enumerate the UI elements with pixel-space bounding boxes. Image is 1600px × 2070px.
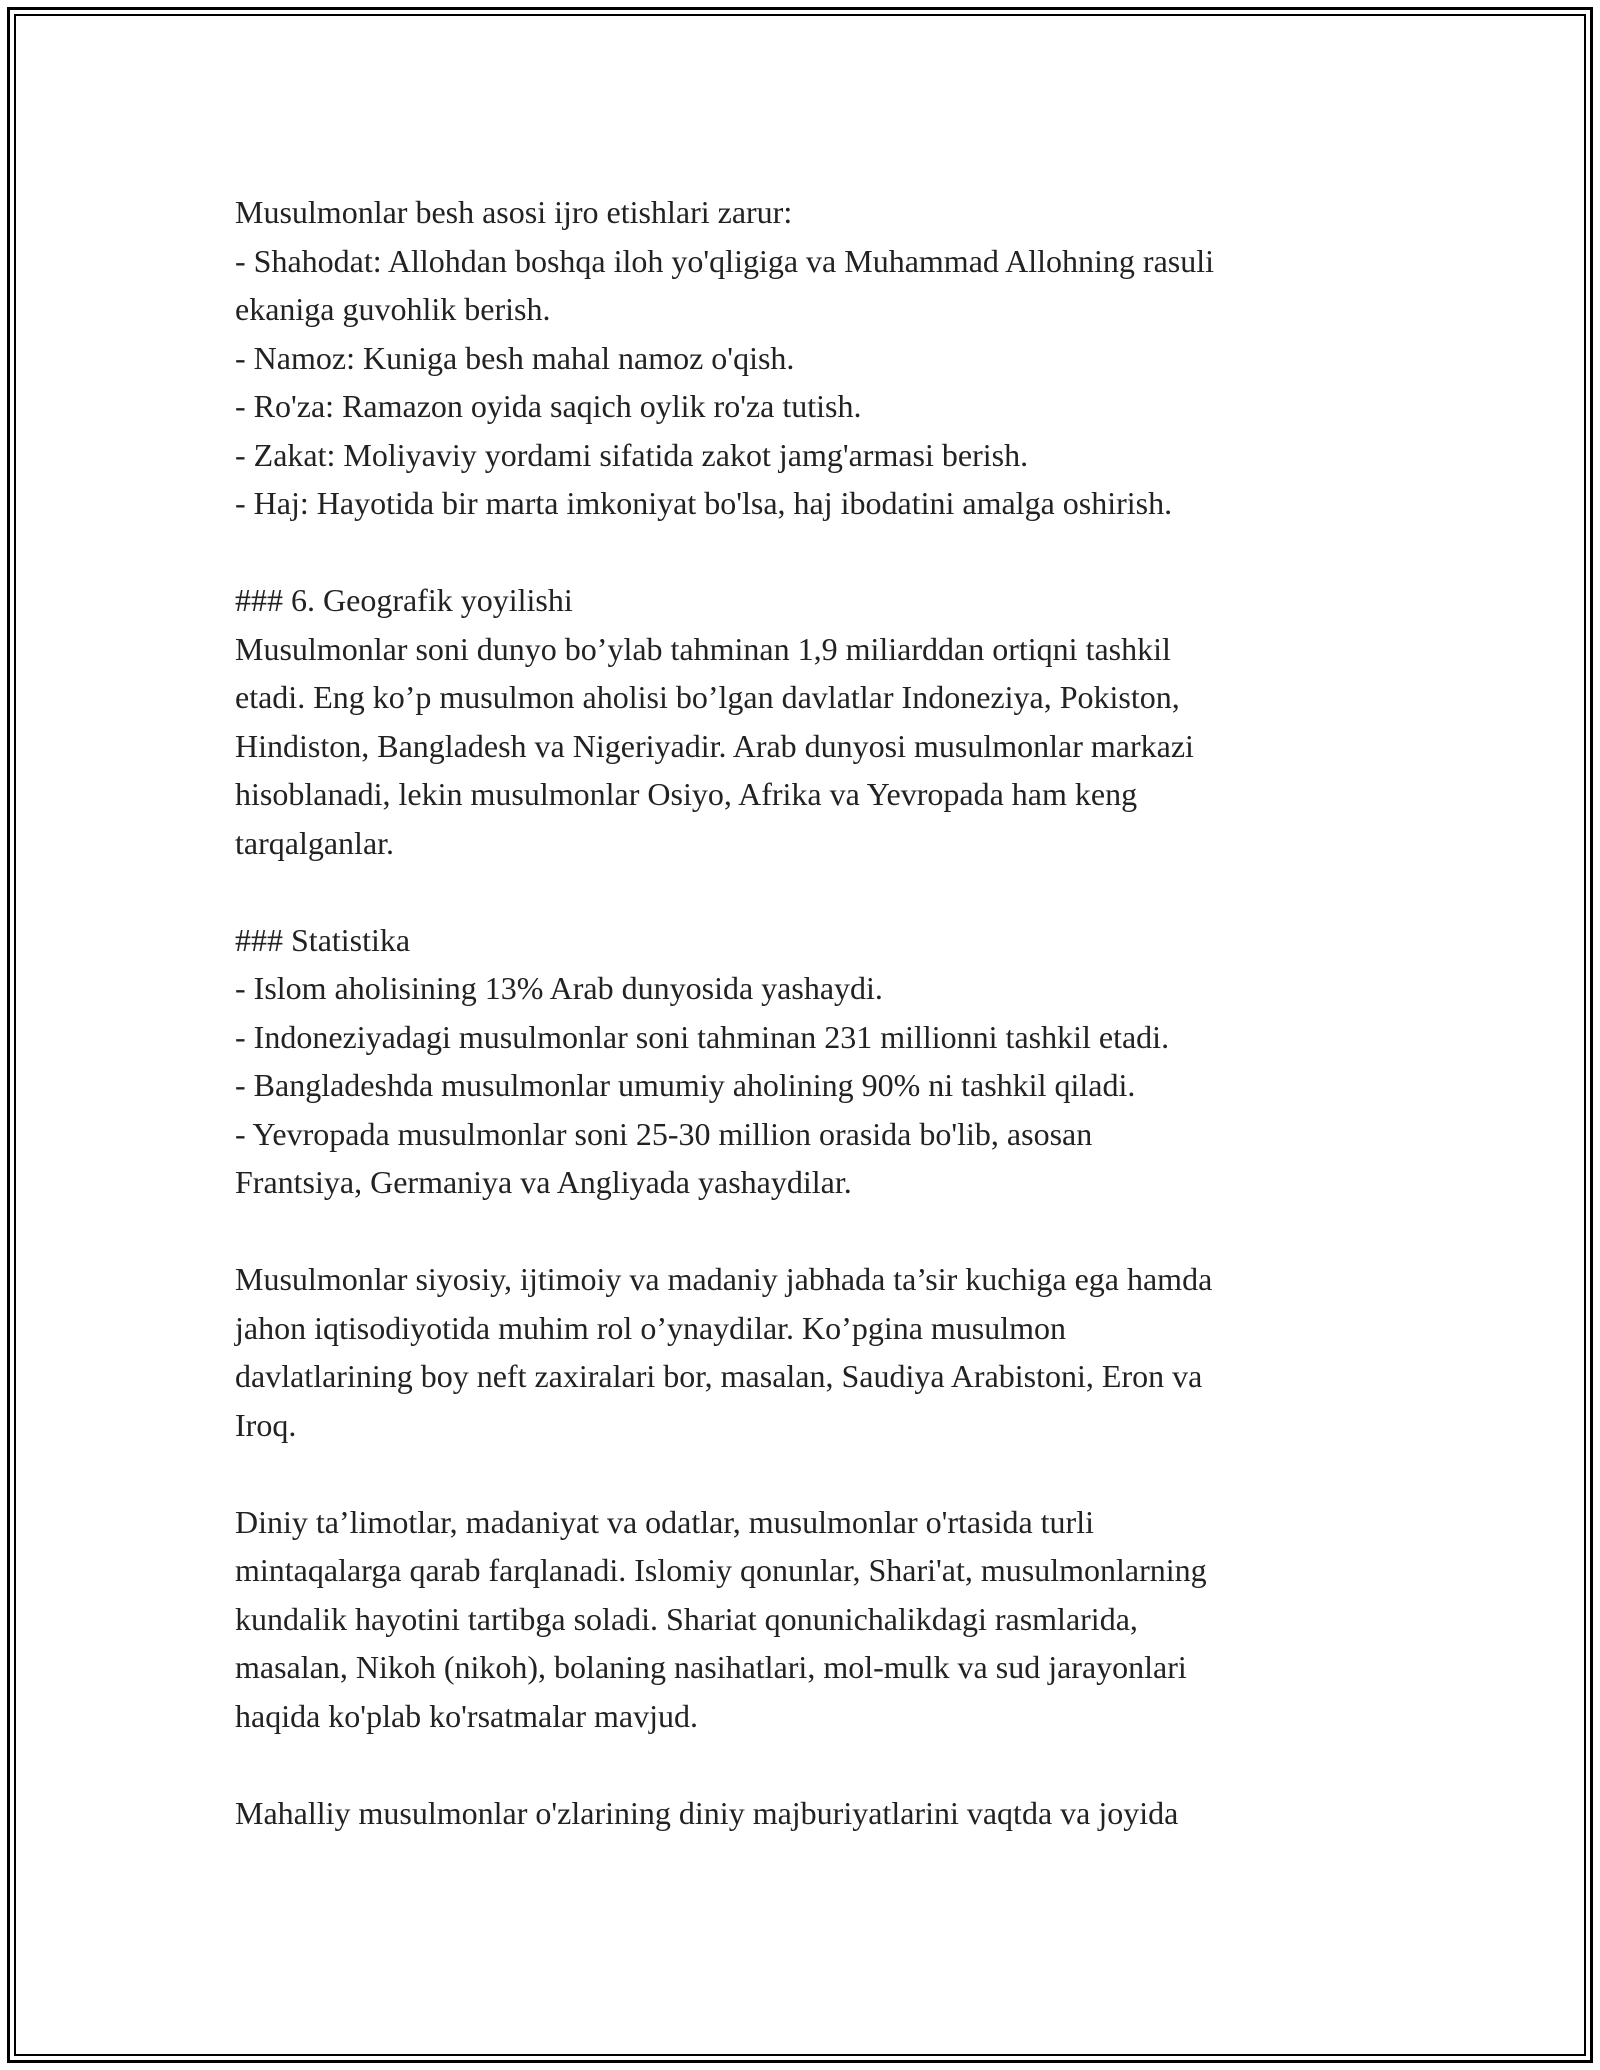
geo-paragraph: [235, 625, 1385, 868]
geo-line-4: hisoblanadi, lekin musulmonlar Osiyo, Afrika va Yevropada ham keng: [235, 776, 1138, 812]
teachings-line-4: masalan, Nikoh (nikoh), bolaning nasihatlari, mol-mulk va sud jarayonlari: [235, 1649, 1187, 1685]
pillar-zakat: - Zakat: Moliyaviy yordami sifatida zakot jamg'armasi berish.: [235, 436, 1029, 473]
geo-line-1: Musulmonlar soni dunyo bo’ylab tahminan 1,9 miliarddan ortiqni tashkil: [235, 630, 1171, 667]
geo-line-2: etadi. Eng ko’p musulmon aholisi bo’lgan davlatlar Indoneziya, Pokiston,: [235, 679, 1180, 715]
stat-europe-line-1: - Yevropada musulmonlar soni 25-30 million orasida bo'lib, asosan: [235, 1115, 1093, 1152]
influence-line-2: jahon iqtisodiyotida muhim rol o’ynaydilar. Ko’pgina musulmon: [235, 1309, 1067, 1346]
influence-line-3: davlatlarining boy neft zaxiralari bor, masalan, Saudiya Arabistoni, Eron va: [235, 1358, 1203, 1394]
influence-line-4: Iroq.: [235, 1406, 297, 1443]
teachings-line-2: mintaqalarga qarab farqlanadi. Islomiy qonunlar, Shari'at, musulmonlarning: [235, 1552, 1207, 1588]
teachings-line-3: kundalik hayotini tartibga soladi. Shariat qonunichalikdagi rasmlarida,: [235, 1600, 1138, 1637]
pillar-haj: - Haj: Hayotida bir marta imkoniyat bo'lsa, haj ibodatini amalga oshirish.: [235, 485, 1173, 521]
teachings-line-1: Diniy ta’limotlar, madaniyat va odatlar, musulmonlar o'rtasida turli: [235, 1503, 1094, 1540]
influence-line-1: Musulmonlar siyosiy, ijtimoiy va madaniy jabhada ta’sir kuchiga ega hamda: [235, 1261, 1213, 1297]
closing-line-1: Mahalliy musulmonlar o'zlarining diniy majburiyatlarini vaqtda va joyida: [235, 1794, 1179, 1831]
paragraph-gap: [235, 1207, 1385, 1256]
pillar-namoz: - Namoz: Kuniga besh mahal namoz o'qish.: [235, 339, 795, 376]
geo-line-3: Hindiston, Bangladesh va Nigeriyadir. Arab dunyosi musulmonlar markazi: [235, 727, 1194, 764]
paragraph-gap: [235, 1740, 1385, 1789]
stats-heading: ### Statistika: [235, 921, 411, 958]
paragraph-gap: [235, 867, 1385, 916]
stat-indonesia: - Indoneziyadagi musulmonlar soni tahminan 231 millionni tashkil etadi.: [235, 1018, 1170, 1055]
geo-line-5: tarqalganlar.: [235, 824, 395, 861]
paragraph-gap: [235, 528, 1385, 577]
geo-heading: ### 6. Geografik yoyilishi: [235, 582, 573, 618]
stats-list: [235, 964, 1385, 1207]
pillar-roza: - Ro'za: Ramazon oyida saqich oylik ro'za tutish.: [235, 388, 862, 424]
paragraph-gap: [235, 1449, 1385, 1498]
pillars-list: [235, 237, 1385, 528]
stat-europe-line-2: Frantsiya, Germaniya va Angliyada yashaydilar.: [235, 1164, 852, 1200]
pillar-shahodat-line-2: ekaniga guvohlik berish.: [235, 291, 551, 327]
stat-arab: - Islom aholisining 13% Arab dunyosida yashaydi.: [235, 970, 883, 1006]
pillar-shahodat-line-1: - Shahodat: Allohdan boshqa iloh yo'qligiga va Muhammad Allohning rasuli: [235, 242, 1214, 279]
closing-paragraph: [235, 1789, 1385, 1838]
teachings-paragraph: [235, 1498, 1385, 1741]
document-body: [235, 188, 1385, 1837]
intro-line: Musulmonlar besh asosi ijro etishlari zarur:: [235, 194, 793, 230]
influence-paragraph: [235, 1255, 1385, 1449]
stat-bangladesh: - Bangladeshda musulmonlar umumiy aholining 90% ni tashkil qiladi.: [235, 1067, 1136, 1103]
teachings-line-5: haqida ko'plab ko'rsatmalar mavjud.: [235, 1697, 698, 1734]
